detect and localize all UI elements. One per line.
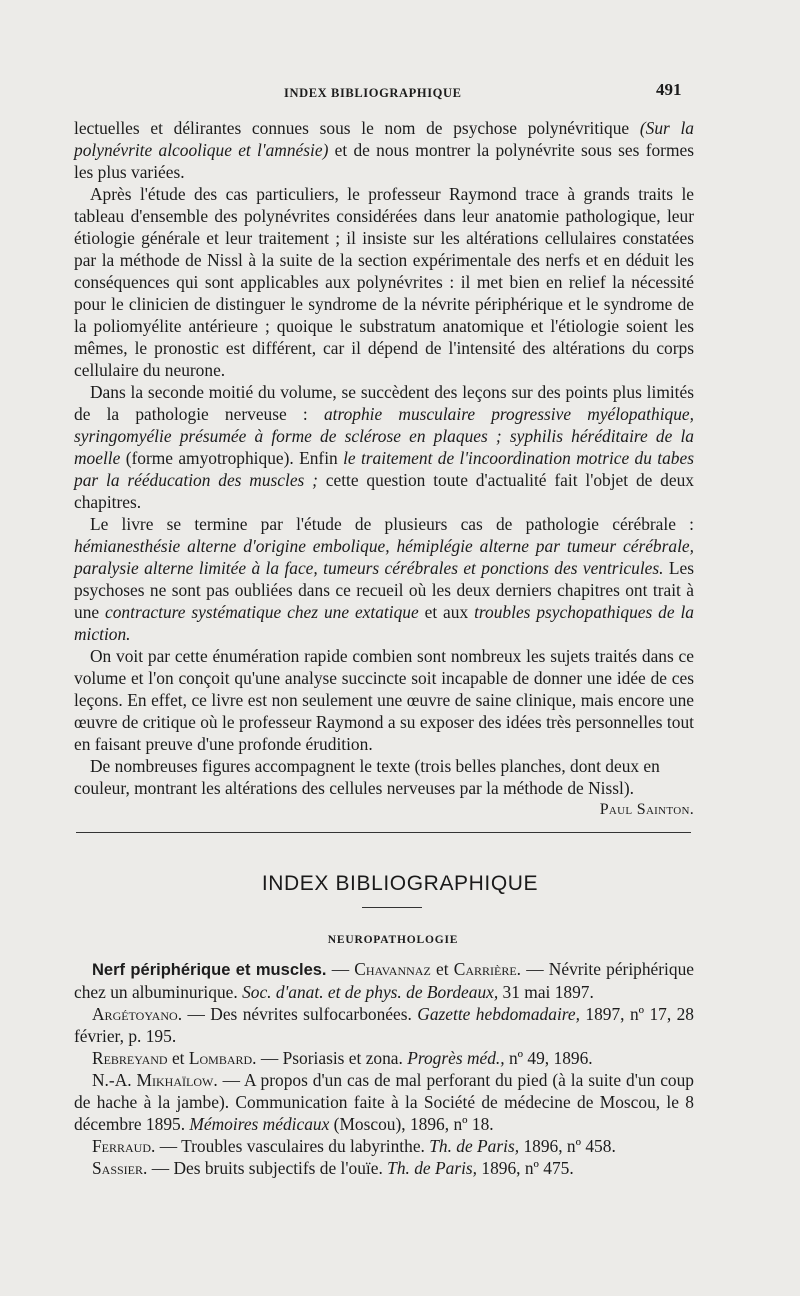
- text-run: nº 49, 1896.: [504, 1048, 593, 1068]
- text-run: Dans la seconde moitié du volume, se succèdent des leçons sur des points plus limités de la pathologie nerveuse :: [74, 382, 694, 424]
- text-run: . — Psoriasis et zona.: [252, 1048, 408, 1068]
- text-run: . — Des bruits subjectifs de l'ouïe.: [143, 1158, 388, 1178]
- text-run: (forme amyotrophique). Enfin: [120, 448, 344, 468]
- text-run: 1897, nº 17, 28 février, p. 195.: [74, 1004, 694, 1046]
- journal: Th. de Paris,: [429, 1136, 520, 1156]
- italic-title: troubles psychopathiques de la miction.: [74, 602, 694, 644]
- text-run: . — Troubles vasculaires du labyrinthe.: [151, 1136, 430, 1156]
- title-underline: [362, 907, 422, 908]
- italic-title: (Sur la polynévrite alcoolique et l'amnésie): [74, 118, 695, 160]
- reference-entry: [74, 1003, 694, 1047]
- author: Argétoyano: [92, 1004, 178, 1024]
- text-run: . — Des névrites sulfocarbonées.: [177, 1004, 418, 1024]
- author: Carrière: [453, 959, 517, 979]
- page-number: 491: [656, 80, 682, 99]
- index-title: INDEX BIBLIOGRAPHIQUE: [261, 872, 539, 895]
- author: N.-A. Mikhaïlow: [92, 1070, 214, 1090]
- section-divider: [76, 832, 691, 833]
- text-run: . — A propos d'un cas de mal perforant du pied (à la suite d'un coup de hache à la jambe). Communication faite à la Société de médecine de Moscou, le 8 décembre 1895.: [74, 1070, 694, 1134]
- text-run: Les psychoses ne sont pas oubliées dans ce recueil où les deux derniers chapitres ont trait à une: [74, 558, 694, 622]
- topic-heading: Nerf périphérique et muscles.: [92, 961, 327, 979]
- author: Rebreyand: [92, 1048, 168, 1068]
- paragraph: On voit par cette énumération rapide combien sont nombreux les sujets traités dans ce volume et l'on conçoit qu'une analyse succincte soit incapable de donner une idée de ces leçons. En effet, ce livre est non seulement une œuvre de saine clinique, mais encore une œuvre de critique où le professeur Raymond a su exposer des idées très personnelles tout en faisant preuve d'une profonde érudition.: [74, 646, 694, 754]
- text-run: et: [430, 959, 454, 979]
- author: Ferraud: [92, 1136, 152, 1156]
- journal: Mémoires médicaux: [189, 1114, 330, 1134]
- paragraph: [74, 381, 694, 513]
- text-run: De nombreuses figures accompagnent le texte (trois belles planches, dont deux en couleur, montrant les altérations des cellules nerveuses par la méthode de Nissl).: [74, 756, 660, 798]
- reference-entry: [74, 1047, 694, 1069]
- paragraph: Après l'étude des cas particuliers, le professeur Raymond trace à grands traits le tableau d'ensemble des polynévrites considérées dans leur anatomie pathologique, leur étiologie générale et leur traitement ; il insiste sur les altérations cellulaires constatées par la méthode de Nissl à la suite de la section expérimentale des nerfs et en déduit les conséquences qui sont applicables aux polynévrites : il met bien en relief la nécessité pour le clinicien de distinguer le syndrome de la névrite périphérique et le syndrome de la poliomyélite antérieure ; quoique le substratum anatomique et l'étiologie soient les mêmes, le pronostic est différent, car il dépend de l'intensité des altérations du corps cellulaire du neurone.: [74, 184, 694, 380]
- paragraph: [74, 513, 694, 645]
- reference-entry: [74, 1157, 694, 1179]
- author: Sassier: [92, 1158, 144, 1178]
- paragraph: [74, 755, 694, 818]
- text-run: Le livre se termine par l'étude de plusieurs cas de pathologie cérébrale :: [90, 514, 694, 534]
- text-run: 1896, nº 458.: [519, 1136, 616, 1156]
- signature: Paul Sainton.: [599, 801, 694, 818]
- text-run: et: [167, 1048, 189, 1068]
- reference-entry: [74, 1069, 694, 1135]
- italic-title: atrophie musculaire progressive myélopathique, syringomyélie présumée à forme de sclérose en plaques ; syphilis héréditaire de la moelle: [74, 404, 694, 468]
- text-run: —: [326, 959, 355, 979]
- reference-list: [74, 958, 694, 1179]
- text-run: 1896, nº 475.: [477, 1158, 574, 1178]
- text-run: (Moscou), 1896, nº 18.: [329, 1114, 494, 1134]
- text-run: et aux: [418, 602, 475, 622]
- italic-title: hémianesthésie alterne d'origine embolique, hémiplégie alterne par tumeur cérébrale, paralysie alterne limitée à la face, tumeurs cérébrales et ponctions des ventricules.: [74, 536, 694, 578]
- text-run: 31 mai 1897.: [498, 982, 594, 1002]
- review-text: [74, 117, 694, 821]
- journal: Th. de Paris,: [387, 1158, 478, 1178]
- page-header: [0, 80, 800, 104]
- italic-title: contracture systématique chez une extatique: [105, 602, 419, 622]
- text-run: cette question toute d'actualité fait l'objet de deux chapitres.: [74, 470, 694, 512]
- author: Lombard: [188, 1048, 253, 1068]
- journal: Progrès méd.,: [407, 1048, 505, 1068]
- running-title: INDEX BIBLIOGRAPHIQUE: [284, 86, 462, 100]
- text-run: . — Névrite périphérique chez un albuminurique.: [74, 959, 695, 1002]
- text-run: et de nous montrer la polynévrite sous ses formes les plus variées.: [74, 140, 694, 182]
- journal: Soc. d'anat. et de phys. de Bordeaux,: [242, 982, 499, 1002]
- journal: Gazette hebdomadaire,: [417, 1004, 580, 1024]
- reference-entry: [74, 958, 694, 1003]
- author: Chavannaz: [354, 959, 431, 979]
- text-run: lectuelles et délirantes connues sous le nom de psychose polynévritique: [74, 118, 640, 138]
- italic-title: le traitement de l'incoordination motrice du tabes par la rééducation des muscles ;: [74, 448, 694, 490]
- reference-entry: [74, 1135, 694, 1157]
- section-heading: NEUROPATHOLOGIE: [327, 934, 459, 946]
- paragraph: [74, 117, 694, 183]
